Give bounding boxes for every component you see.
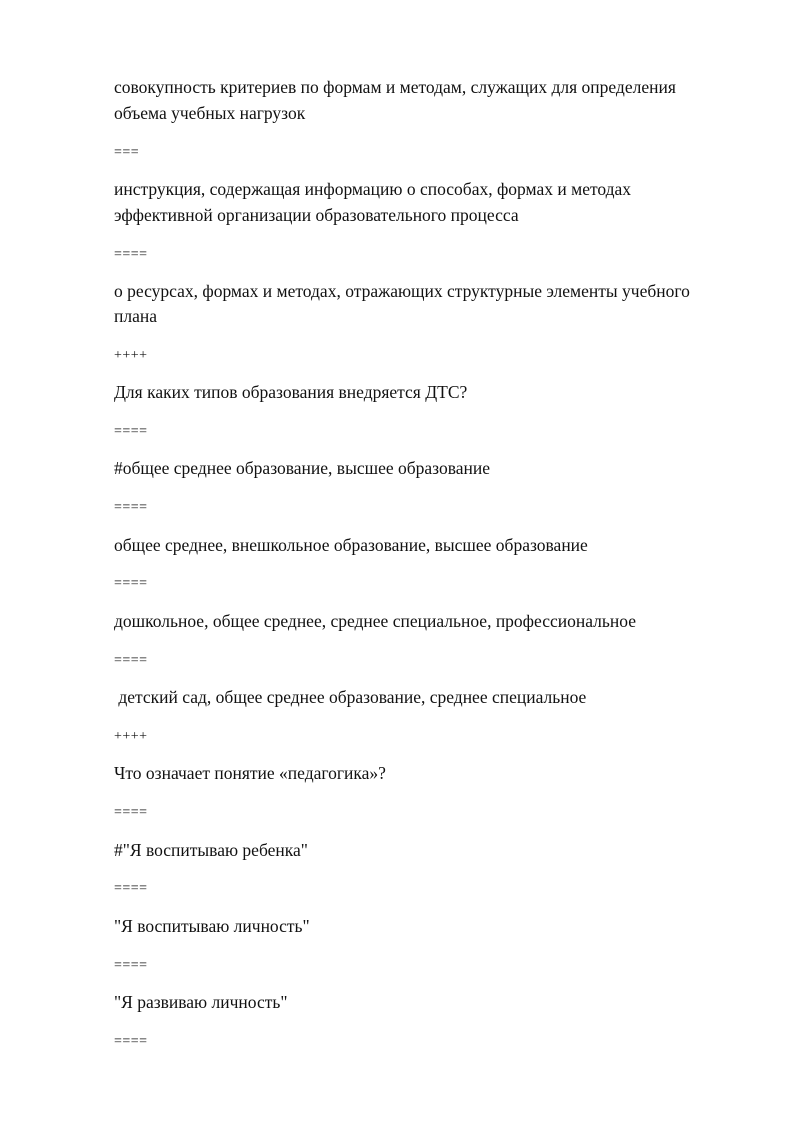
answer-option-correct: #общее среднее образование, высшее образование [114,458,491,478]
separator: ==== [114,653,148,668]
separator: ==== [114,958,148,973]
separator: ==== [114,247,148,262]
answer-option-text: объема учебных нагрузок [114,103,306,123]
separator: === [114,145,140,160]
answer-option-text: общее среднее, внешкольное образование, высшее образование [114,535,588,555]
answer-option-text: совокупность критериев по формам и методам, служащих для определения [114,77,676,97]
separator: ==== [114,805,148,820]
answer-option-text: эффективной организации образовательного процесса [114,205,519,225]
answer-option-text: дошкольное, общее среднее, среднее специальное, профессиональное [114,611,636,631]
answer-option-correct: #"Я воспитываю ребенка" [114,840,308,860]
separator: ==== [114,576,148,591]
separator: ==== [114,1034,148,1049]
answer-option-text: "Я воспитываю личность" [114,916,310,936]
answer-option-text: плана [114,306,157,326]
answer-option-text: детский сад, общее среднее образование, среднее специальное [114,687,587,707]
question-text: Для каких типов образования внедряется ДТС? [114,382,468,402]
answer-option-text: инструкция, содержащая информацию о способах, формах и методах [114,179,632,199]
question-separator: ++++ [114,348,148,363]
answer-option-text: о ресурсах, формах и методах, отражающих структурные элементы учебного [114,281,690,301]
separator: ==== [114,424,148,439]
separator: ==== [114,881,148,896]
question-separator: ++++ [114,729,148,744]
answer-option-text: "Я развиваю личность" [114,992,288,1012]
question-text: Что означает понятие «педагогика»? [114,763,386,783]
separator: ==== [114,500,148,515]
